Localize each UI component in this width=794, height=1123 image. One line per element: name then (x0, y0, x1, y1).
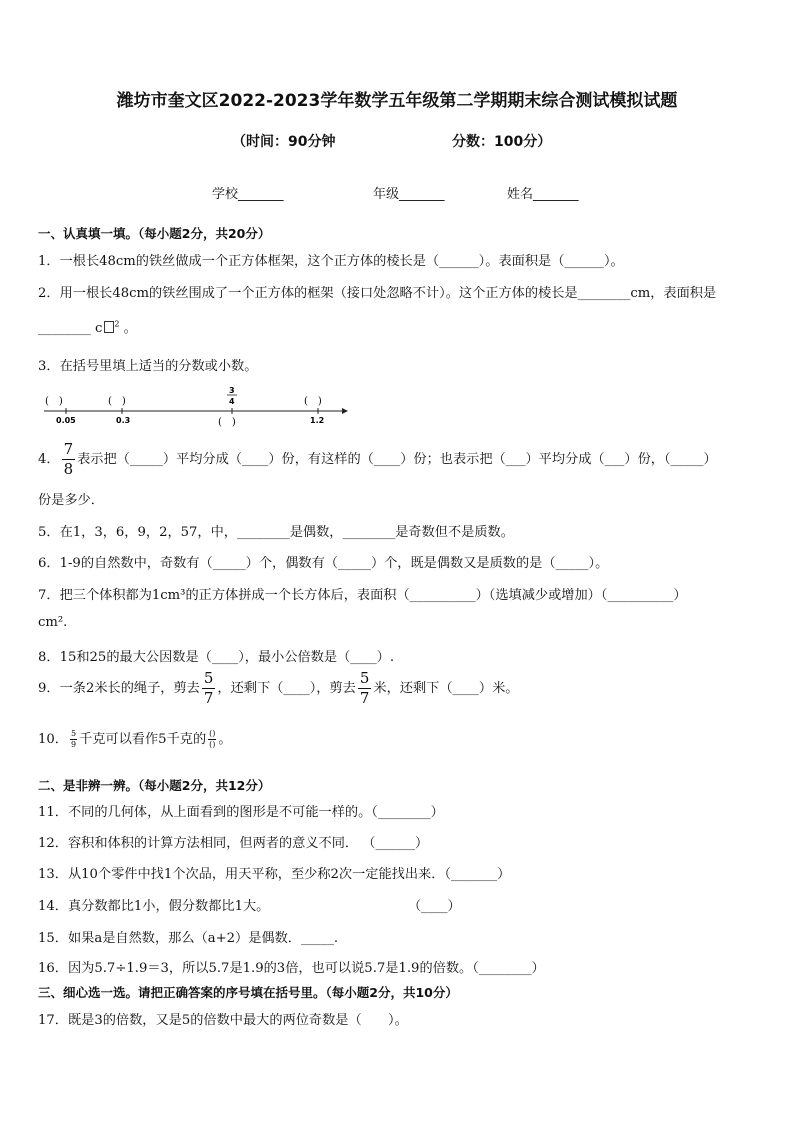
question-13: 13．从10个零件中找1个次品，用天平称，至少称2次一定能找出来．（_______） (38, 867, 511, 882)
question-9 (38, 671, 518, 706)
question-2-line2 (38, 317, 137, 336)
q4-denominator: 8 (63, 460, 74, 478)
question-1: 1．一根长48cm的铁丝做成一个正方体框架，这个正方体的棱长是（______）。表面积是（______）。 (38, 254, 624, 269)
section-3-heading: 三、细心选一选。请把正确答案的序号填在括号里。（每小题2分，共10分） (38, 985, 458, 1000)
question-3: 3．在括号里填上适当的分数或小数。 (38, 359, 258, 374)
question-4-line2: 份是多少． (38, 493, 104, 508)
question-6: 6．1-9的自然数中，奇数有（_____）个，偶数有（_____）个，既是偶数又是质数的是（_____）。 (38, 556, 609, 571)
question-5: 5．在1，3，6，9，2，57，中，________是偶数，________是奇数但不是质数。 (38, 525, 514, 540)
question-16: 16．因为5.7÷1.9＝3，所以5.7是1.9的3倍，也可以说5.7是1.9的倍数。（________） (38, 961, 545, 976)
section-2-heading: 二、是非辨一辨。（每小题2分，共12分） (38, 778, 271, 793)
q10-f1-numerator: 5 (70, 729, 77, 738)
number-line-figure (40, 384, 360, 428)
q10-text-c: 。 (218, 732, 232, 747)
question-12: 12．容积和体积的计算方法相同，但两者的意义不同． （______） (38, 836, 429, 851)
q10-fraction-2 (208, 730, 216, 749)
q2-sup: 2 (114, 319, 120, 329)
q10-text-a: 10． (38, 732, 68, 747)
question-4-line1 (38, 442, 717, 477)
grade-field: 年级_______ (373, 187, 445, 202)
question-10 (38, 728, 232, 749)
arrow-icon (342, 408, 348, 414)
label-34-numerator: 3 (229, 386, 235, 395)
section-1-heading: 一、认真填一填。（每小题2分，共20分） (38, 226, 271, 241)
question-14-blank: （____） (408, 899, 461, 914)
label-005: 0.05 (56, 416, 76, 425)
q10-f2-numerator: () (209, 729, 216, 738)
q9-f1-denominator: 7 (203, 689, 214, 707)
exam-title: 潍坊市奎文区2022-2023学年数学五年级第二学期期末综合测试模拟试题 (116, 91, 678, 111)
q4-text: 表示把（_____）平均分成（____）份，有这样的（____）份；也表示把（___）平均分成（___）份，（_____） (77, 452, 717, 467)
q10-f1-denominator: 9 (70, 740, 77, 749)
question-8: 8．15和25的最大公因数是（____），最小公倍数是（____）. (38, 650, 395, 665)
paren-4: ( ) (304, 396, 322, 407)
q9-f1-numerator: 5 (203, 669, 214, 687)
question-14: 14．真分数都比1小，假分数都比1大。 (38, 899, 270, 914)
name-field: 姓名_______ (507, 187, 579, 202)
question-2-line1: 2．用一根长48cm的铁丝围成了一个正方体的框架（接口处忽略不计）。这个正方体的棱长是________cm，表面积是 (38, 286, 717, 301)
question-7-line2: cm². (38, 615, 68, 630)
paren-3: ( ) (218, 417, 236, 428)
label-34-denominator: 4 (229, 397, 235, 406)
q4-fraction (62, 442, 76, 477)
q10-text-b: 千克可以看作5千克的 (79, 732, 207, 747)
label-12: 1.2 (310, 416, 325, 425)
paren-1: ( ) (45, 396, 63, 407)
exam-score: 分数：100分） (452, 134, 552, 150)
q4-number: 4． (38, 452, 60, 467)
question-17: 17．既是3的倍数，又是5的倍数中最大的两位奇数是（ ）。 (38, 1013, 408, 1028)
missing-glyph-icon (104, 321, 114, 333)
q9-text-b: ，还剩下（____），剪去 (217, 681, 356, 696)
q10-f2-denominator: () (209, 740, 216, 749)
exam-time: （时间：90分钟 (232, 134, 336, 150)
q9-fraction-2 (358, 671, 372, 706)
q9-text-c: 米，还剩下（____）米。 (373, 681, 519, 696)
q2-blank: ________ (38, 321, 91, 336)
q9-f2-numerator: 5 (359, 669, 370, 687)
q9-f2-denominator: 7 (359, 689, 370, 707)
question-11: 11．不同的几何体，从上面看到的图形是不可能一样的。（________） (38, 805, 444, 820)
q10-fraction-1 (70, 730, 77, 749)
question-7-line1: 7．把三个体积都为1cm³的正方体拼成一个长方体后，表面积（__________）（选填减少或增加）（__________） (38, 588, 687, 603)
q2-unit: c (94, 321, 103, 336)
question-15: 15．如果a是自然数，那么（a+2）是偶数．_____. (38, 931, 339, 946)
paren-2: ( ) (108, 396, 126, 407)
q9-text-a: 9．一条2米长的绳子，剪去 (38, 681, 200, 696)
label-03: 0.3 (116, 416, 131, 425)
q4-numerator: 7 (63, 440, 74, 458)
school-field: 学校_______ (212, 187, 284, 202)
q2-end: 。 (123, 321, 137, 336)
q9-fraction-1 (202, 671, 216, 706)
